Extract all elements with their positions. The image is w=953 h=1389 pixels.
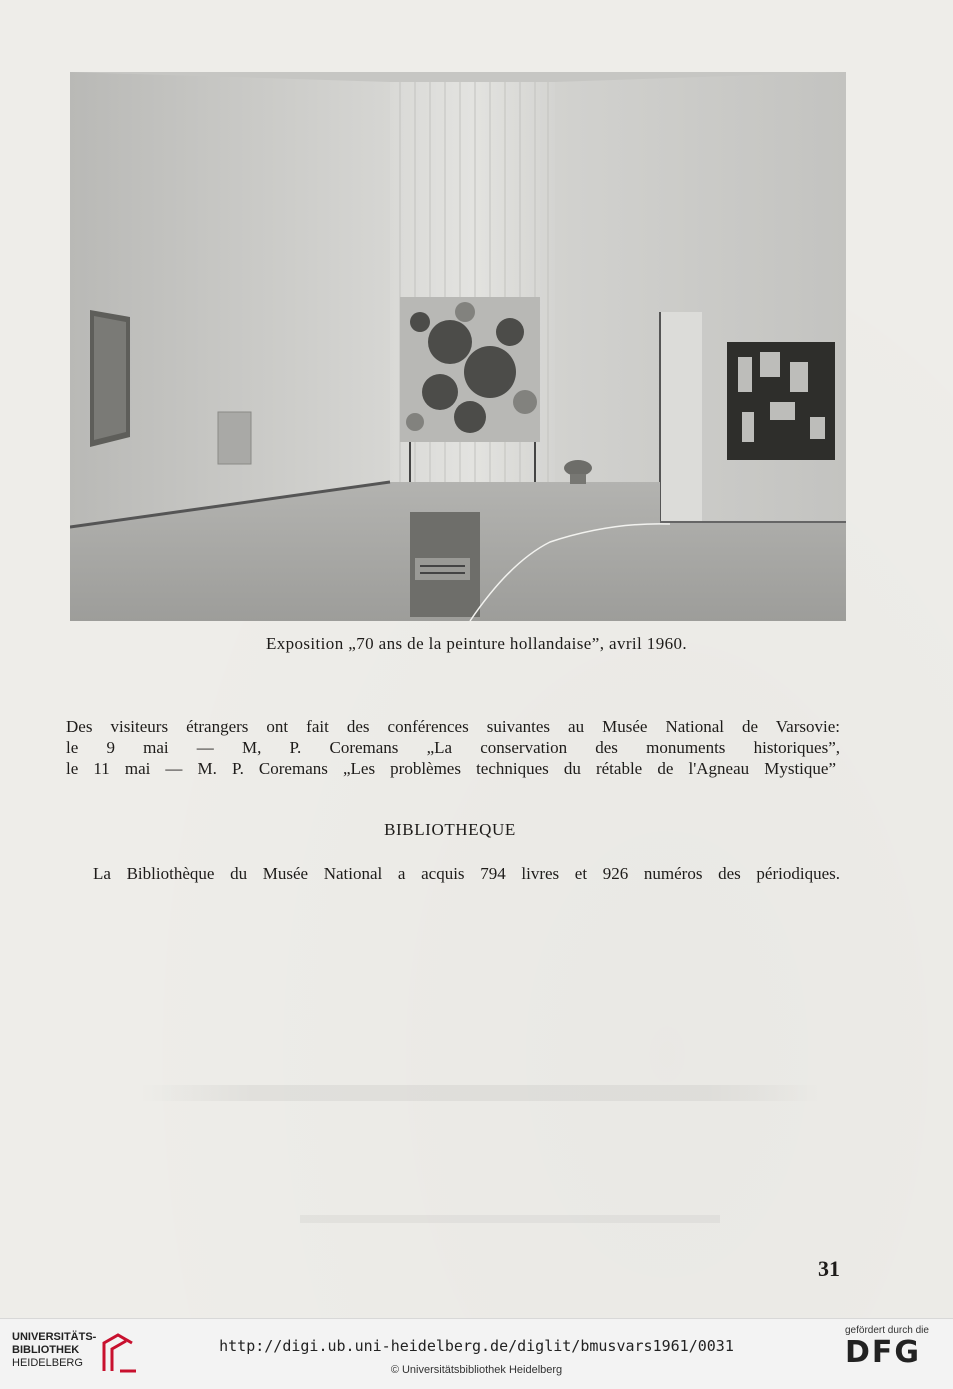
copyright-notice: © Universitätsbibliothek Heidelberg	[390, 1364, 563, 1376]
paragraph-line: le 11 mai — M. P. Coremans „Les problèmes techniques du rétable de l'Agneau Mystique”	[66, 759, 836, 778]
footer-bar	[0, 1318, 953, 1389]
permalink-link[interactable]: http://digi.ub.uni-heidelberg.de/diglit/bmusvars1961/0031	[219, 1337, 734, 1355]
exhibition-photo	[70, 72, 846, 621]
gallery-photo-illustration	[70, 72, 846, 621]
lectures-paragraph	[66, 716, 840, 779]
paragraph-line: Des visiteurs étrangers ont fait des conférences suivantes au Musée National de Varsovie:	[66, 717, 840, 736]
funder-caption: gefördert durch die	[845, 1325, 929, 1336]
library-paragraph: La Bibliothèque du Musée National a acquis 794 livres et 926 numéros des périodiques.	[93, 864, 840, 883]
permalink[interactable]	[0, 1337, 953, 1355]
paragraph-line: le 9 mai — M, P. Coremans „La conservation des monuments historiques”,	[66, 738, 840, 757]
section-heading: BIBLIOTHEQUE	[384, 820, 516, 839]
page-number: 31	[818, 1256, 840, 1281]
bleed-through-band	[100, 1085, 860, 1101]
bleed-through-band	[300, 1215, 720, 1223]
library-name: UNIVERSITÄTS- BIBLIOTHEK HEIDELBERG	[12, 1331, 97, 1369]
dfg-logo: DFG	[845, 1335, 922, 1370]
funder-logo[interactable]	[845, 1325, 945, 1370]
photo-caption: Exposition „70 ans de la peinture hollandaise”, avril 1960.	[265, 634, 688, 653]
